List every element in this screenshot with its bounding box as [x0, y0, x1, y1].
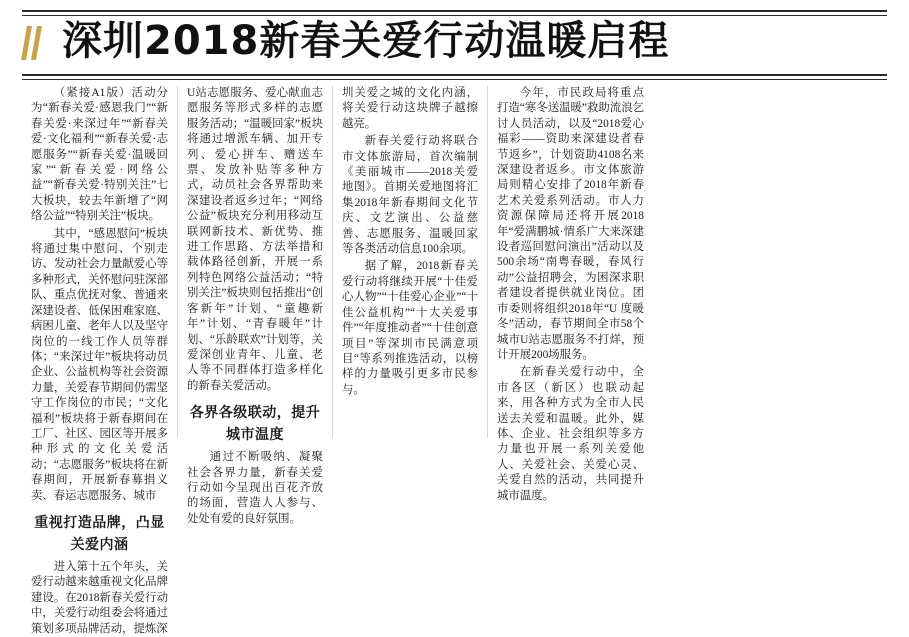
- article-column-2: [177, 86, 332, 525]
- headline-rule-thin: [22, 79, 887, 80]
- paragraph: 据了解，2018新春关爱行动将继续开展“十佳爱心人物”“十佳爱心企业”“十佳公益机构”“十大关爱事件”“年度推动者”“十佳创意项目”等深圳市民满意项目“等系列推选活动，以榜样的力量吸引更多市民参与。: [342, 260, 478, 396]
- paragraph: 今年，市民政局将重点打造“寒冬送温暖”救助流浪乞讨人员活动，以及“2018爱心福彩——资助来深建设者春节返乡”，计划资助4108名来深建设者返乡。市文体旅游局则精心安排了2018年新春艺术关爱系列活动。市人力资源保障局还将开展2018年“爱满鹏城·情系广大来深建设者巡回慰问演出”活动以及500余场“南粤春暖，春风行动”公益招聘会，为困深求职者建设者提供就业岗位。团市委则将组织2018年“U 度暖冬”活动，春节期间全市58个城市U站志愿服务不打烊，预计开展200场服务。: [497, 87, 644, 361]
- paragraph: 通过不断吸纳、凝聚社会各界力量，新春关爱行动如今呈现出百花齐放的场面，营造人人参与、处处有爱的良好氛围。: [187, 451, 323, 525]
- paragraph: U站志愿服务、爱心献血志愿服务等形式多样的志愿服务活动；“温暖回家”板块将通过增派车辆、加开专列、爱心拼车、赠送车票、发放补贴等多种方式，动员社会各界帮助来深建设者返乡过年；“网络公益”板块充分利用移动互联网新技术、新优势、推进工作思路、方法举措和载体路径创新，开展一系列特色网络公益活动；“特别关注”板块则包括推出“创客新年”计划、“童趣新年”计划、“青春暖年”计划、“乐龄联欢”计划等，关爱深创业青年、儿童、老人等不同群体打造多样化的新春关爱活动。: [187, 87, 323, 392]
- paragraph: 圳关爱之城的文化内涵，将关爱行动这块牌子越擦越亮。: [342, 87, 478, 130]
- article-columns: [22, 86, 887, 635]
- article-column-3: [332, 86, 487, 438]
- paragraph: 其中，“感恩慰问”板块将通过集中慰问、个别走访、发动社会力量献爱心等多种形式，关怀慰问驻深部队、重点优抚对象、普通来深建设者、低保困难家庭、病困儿童、老年人以及坚守岗位的一线工作人员等群体；“来深过年”板块将动员企业、公益机构等社会资源力量，关爱春节期间仍需坚守工作岗位的市民；“文化福利”板块将于新春期间在工厂、社区、园区等开展多种形式的文化关爱活动；“志愿服务”板块将在新春期间，开展新春募捐义卖、春运志愿服务、城市: [31, 227, 168, 502]
- gold-slash-ornament: [24, 26, 52, 60]
- page-headline: 深圳2018新春关爱行动温暖启程: [62, 18, 670, 64]
- headline-rule-thick: [22, 74, 887, 76]
- article-column-1: [22, 86, 177, 635]
- paragraph: （紧接A1版）活动分为“新春关爱·感恩我门”“新春关爱·来深过年”“新春关爱·文化福利”“新春关爱·志愿服务”“新春关爱·温暖回家”“新春关爱·网络公益”“新春关爱·特别关注”七大板块，较去年新增了“网络公益”“特别关注”板块。: [31, 87, 168, 223]
- section-subhead: 重视打造品牌，凸显关爱内涵: [34, 514, 165, 553]
- top-rule-thick: [22, 10, 887, 12]
- article-column-4: [487, 86, 653, 502]
- section-subhead: 各界各级联动，提升城市温度: [189, 405, 321, 444]
- paragraph: 进入第十五个年头，关爱行动越来越重视文化品牌建设。在2018新春关爱行动中，关爱行动组委会将通过策划多项品牌活动，提炼深: [31, 560, 168, 635]
- paragraph: 新春关爱行动将联合市文体旅游局，首次编制《美丽城市——2018关爱地图》。首期关爱地图将汇集2018年新春期间文化节庆、文艺演出、公益慈善、志愿服务、温暖回家等各类活动信息100余项。: [342, 135, 478, 256]
- paragraph: 在新春关爱行动中，全市各区（新区）也联动起来，用各种方式为全市人民送去关爱和温暖。此外，媒体、企业、社会组织等多方力量也开展一系列关爱他人、关爱社会、关爱心灵、关爱自然的活动，共同提升城市温度。: [497, 366, 644, 502]
